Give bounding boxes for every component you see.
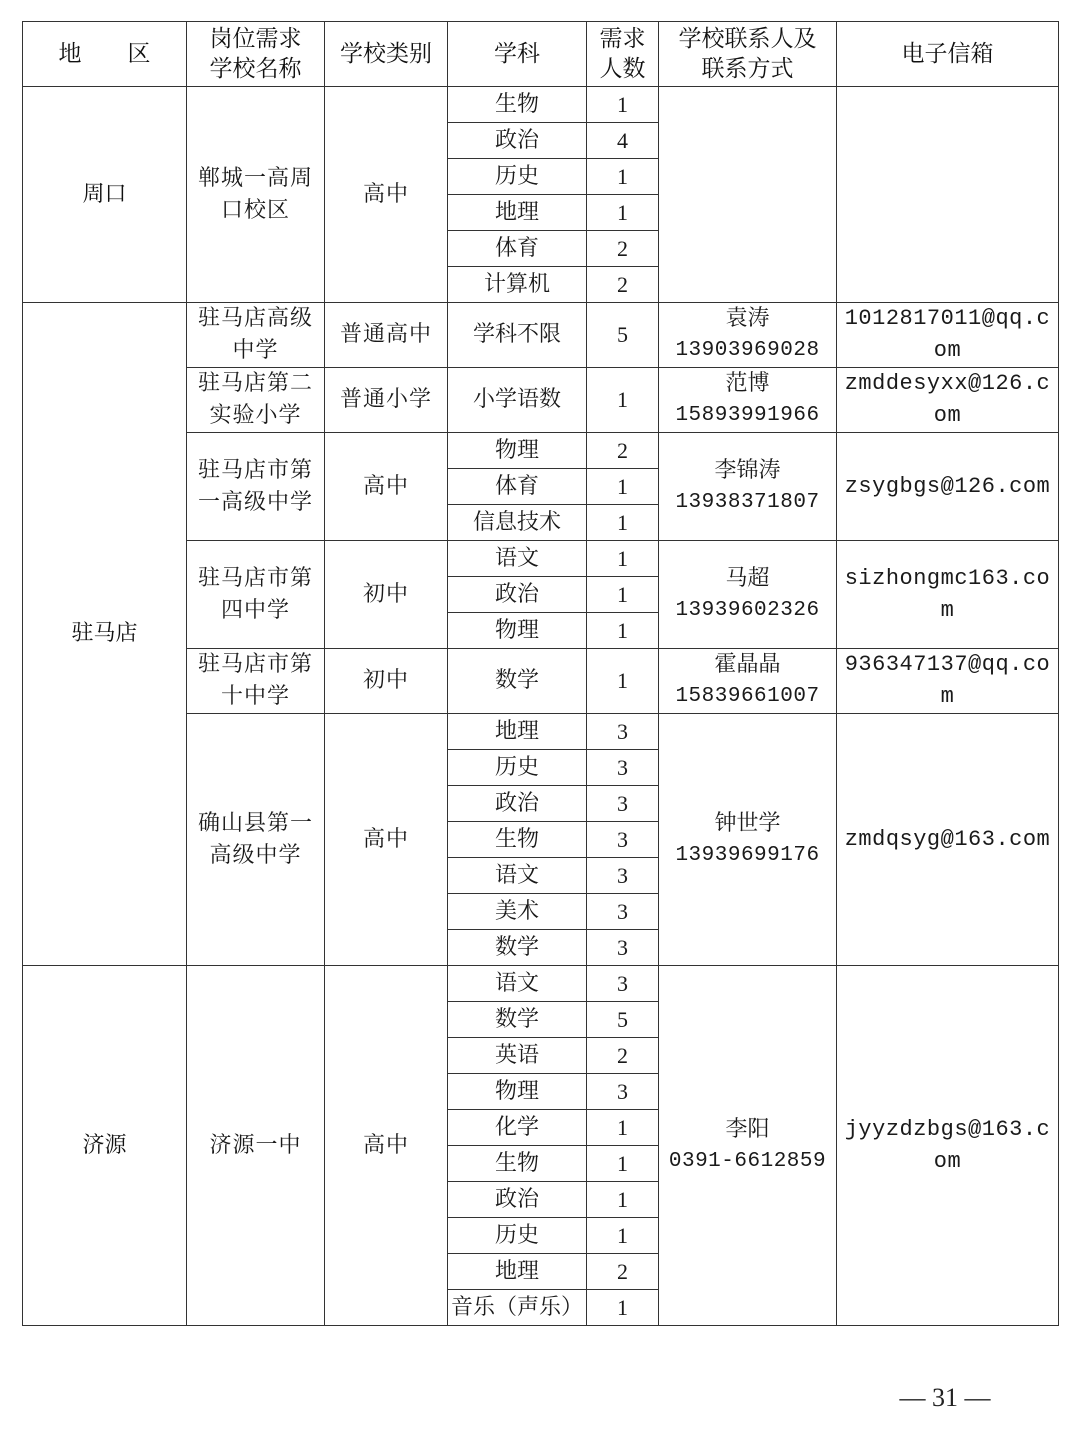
subject-cell: 语文 [448, 858, 587, 894]
header-subject: 学科 [448, 22, 587, 87]
subject-cell: 数学 [448, 1002, 587, 1038]
count-cell: 3 [587, 966, 659, 1002]
school-name-cell [187, 714, 325, 966]
header-school-name-text: 岗位需求 学校名称 [209, 26, 302, 82]
count-cell: 2 [587, 231, 659, 267]
school-type-cell: 高中 [325, 433, 448, 541]
header-count-text: 需求 人数 [599, 26, 646, 82]
school-name-cell [187, 87, 325, 303]
email-cell: 1012817011@qq.com [837, 303, 1059, 368]
recruitment-table [22, 21, 1059, 1326]
subject-cell: 学科不限 [448, 303, 587, 368]
subject-cell: 小学语数 [448, 368, 587, 433]
school-type-cell: 高中 [325, 714, 448, 966]
count-cell: 2 [587, 267, 659, 303]
school-type-cell: 高中 [325, 966, 448, 1326]
email-cell: zmddesyxx@126.com [837, 368, 1059, 433]
count-cell: 1 [587, 1146, 659, 1182]
count-cell: 1 [587, 159, 659, 195]
school-name-text: 驻马店市第 四中学 [197, 565, 313, 623]
contact-cell [659, 87, 837, 303]
header-row [23, 22, 1059, 87]
subject-cell: 政治 [448, 1182, 587, 1218]
subject-cell: 体育 [448, 231, 587, 267]
header-region: 地 区 [23, 22, 187, 87]
count-cell: 1 [587, 1110, 659, 1146]
subject-cell: 美术 [448, 894, 587, 930]
count-cell: 1 [587, 469, 659, 505]
count-cell: 4 [587, 123, 659, 159]
school-type-cell: 初中 [325, 541, 448, 649]
subject-cell: 政治 [448, 786, 587, 822]
school-name-text: 郸城一高周 口校区 [197, 165, 313, 223]
school-name-cell [187, 368, 325, 433]
count-cell: 1 [587, 195, 659, 231]
school-name-cell [187, 649, 325, 714]
count-cell: 5 [587, 303, 659, 368]
contact-cell [659, 541, 837, 649]
count-cell: 1 [587, 577, 659, 613]
count-cell: 3 [587, 714, 659, 750]
region-cell: 驻马店 [23, 303, 187, 966]
region-cell: 济源 [23, 966, 187, 1326]
email-cell [837, 87, 1059, 303]
table-row [23, 303, 1059, 368]
page-number: — 31 — [899, 1383, 991, 1412]
subject-cell: 政治 [448, 123, 587, 159]
header-contact [659, 22, 837, 87]
count-cell: 1 [587, 1218, 659, 1254]
email-cell: zmdqsyg@163.com [837, 714, 1059, 966]
subject-cell: 化学 [448, 1110, 587, 1146]
count-cell: 1 [587, 1290, 659, 1326]
school-name-text: 驻马店市第 十中学 [197, 652, 313, 709]
school-name-cell [187, 966, 325, 1326]
school-name-text: 驻马店高级 中学 [197, 306, 313, 363]
header-school-name [187, 22, 325, 87]
contact-cell [659, 966, 837, 1326]
contact-cell [659, 433, 837, 541]
count-cell: 2 [587, 433, 659, 469]
school-name-text: 驻马店市第 一高级中学 [197, 457, 313, 515]
school-name-text: 济源一中 [209, 1132, 302, 1158]
count-cell: 3 [587, 1074, 659, 1110]
count-cell: 3 [587, 894, 659, 930]
contact-phone: 13903969028 [675, 339, 820, 362]
subject-cell: 地理 [448, 714, 587, 750]
count-cell: 1 [587, 87, 659, 123]
table-row [23, 87, 1059, 123]
subject-cell: 生物 [448, 1146, 587, 1182]
contact-cell [659, 649, 837, 714]
count-cell: 1 [587, 505, 659, 541]
count-cell: 3 [587, 858, 659, 894]
contact-cell [659, 714, 837, 966]
subject-cell: 地理 [448, 1254, 587, 1290]
school-name-text: 确山县第一 高级中学 [197, 810, 313, 868]
contact-phone: 15839661007 [675, 685, 820, 708]
count-cell: 5 [587, 1002, 659, 1038]
school-type-cell: 初中 [325, 649, 448, 714]
school-type-cell: 普通高中 [325, 303, 448, 368]
subject-cell: 生物 [448, 87, 587, 123]
contact-name: 钟世学 [714, 810, 781, 836]
subject-cell: 体育 [448, 469, 587, 505]
school-type-cell: 普通小学 [325, 368, 448, 433]
count-cell: 3 [587, 930, 659, 966]
school-name-cell [187, 541, 325, 649]
subject-cell: 生物 [448, 822, 587, 858]
count-cell: 3 [587, 786, 659, 822]
email-cell: 936347137@qq.com [837, 649, 1059, 714]
subject-cell: 计算机 [448, 267, 587, 303]
count-cell: 3 [587, 822, 659, 858]
contact-cell [659, 303, 837, 368]
email-cell: jyyzdzbgs@163.com [837, 966, 1059, 1326]
subject-cell: 历史 [448, 159, 587, 195]
email-cell: zsygbgs@126.com [837, 433, 1059, 541]
count-cell: 3 [587, 750, 659, 786]
subject-cell: 历史 [448, 1218, 587, 1254]
contact-name: 李阳 [725, 1116, 770, 1142]
header-school-type: 学校类别 [325, 22, 448, 87]
count-cell: 2 [587, 1038, 659, 1074]
contact-cell [659, 368, 837, 433]
subject-cell: 信息技术 [448, 505, 587, 541]
table-row [23, 966, 1059, 1002]
subject-cell: 历史 [448, 750, 587, 786]
count-cell: 1 [587, 368, 659, 433]
email-cell: sizhongmc163.com [837, 541, 1059, 649]
contact-phone: 15893991966 [675, 404, 820, 427]
contact-phone: 13939699176 [675, 843, 820, 867]
region-cell: 周口 [23, 87, 187, 303]
contact-name: 范博 [725, 371, 770, 396]
subject-cell: 数学 [448, 649, 587, 714]
subject-cell: 物理 [448, 433, 587, 469]
contact-phone: 13938371807 [675, 490, 820, 514]
subject-cell: 语文 [448, 541, 587, 577]
subject-cell: 物理 [448, 613, 587, 649]
subject-cell: 物理 [448, 1074, 587, 1110]
count-cell: 1 [587, 1182, 659, 1218]
count-cell: 1 [587, 649, 659, 714]
contact-name: 马超 [725, 565, 770, 591]
header-count [587, 22, 659, 87]
subject-cell: 英语 [448, 1038, 587, 1074]
contact-name: 霍晶晶 [714, 652, 781, 677]
count-cell: 1 [587, 541, 659, 577]
subject-cell: 语文 [448, 966, 587, 1002]
header-email: 电子信箱 [837, 22, 1059, 87]
contact-name: 李锦涛 [714, 457, 781, 483]
school-type-cell: 高中 [325, 87, 448, 303]
count-cell: 2 [587, 1254, 659, 1290]
subject-cell: 地理 [448, 195, 587, 231]
subject-cell: 音乐（声乐） [448, 1290, 587, 1326]
subject-cell: 政治 [448, 577, 587, 613]
school-name-cell [187, 433, 325, 541]
school-name-cell [187, 303, 325, 368]
count-cell: 1 [587, 613, 659, 649]
subject-cell: 数学 [448, 930, 587, 966]
contact-name: 袁涛 [725, 306, 770, 331]
header-contact-text: 学校联系人及 联系方式 [678, 26, 817, 82]
contact-phone: 13939602326 [675, 598, 820, 622]
school-name-text: 驻马店第二 实验小学 [197, 371, 313, 428]
contact-phone: 0391-6612859 [668, 1149, 827, 1173]
